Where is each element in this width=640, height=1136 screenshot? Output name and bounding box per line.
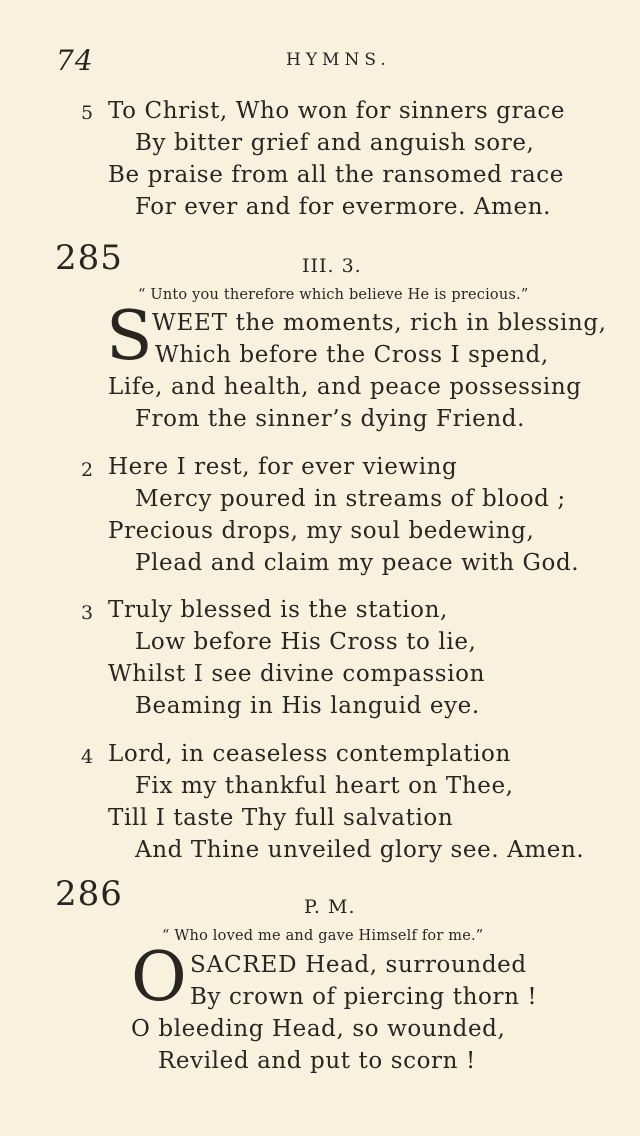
verse-line: For ever and for evermore. Amen. — [135, 194, 552, 220]
verse-line: Precious drops, my soul bedewing, — [108, 518, 535, 544]
running-title: HYMNS. — [286, 50, 391, 70]
hymn-number: 286 — [55, 874, 123, 914]
verse-line: O bleeding Head, so wounded, — [131, 1016, 506, 1042]
verse-line: Reviled and put to scorn ! — [158, 1048, 476, 1074]
verse-line: Life, and health, and peace possessing — [108, 374, 582, 400]
verse-number: 5 — [81, 102, 94, 124]
verse-line: Truly blessed is the station, — [108, 597, 448, 623]
first-word: WEET — [152, 310, 228, 336]
verse-number: 2 — [81, 459, 94, 481]
verse-line: Beaming in His languid eye. — [135, 693, 480, 719]
verse-line: Which before the Cross I spend, — [155, 342, 549, 368]
verse-line: Be praise from all the ransomed race — [108, 162, 564, 188]
first-word: SACRED — [190, 952, 298, 978]
verse-line: Here I rest, for ever viewing — [108, 454, 458, 480]
drop-cap: O — [131, 938, 187, 1017]
page-number: 74 — [56, 44, 94, 77]
verse-line: By crown of piercing thorn ! — [190, 984, 538, 1010]
hymn-number: 285 — [55, 238, 123, 278]
verse-line: By bitter grief and anguish sore, — [135, 130, 535, 156]
drop-cap: S — [106, 297, 153, 376]
hymn-meter: III. 3. — [302, 255, 362, 277]
verse-line: Fix my thankful heart on Thee, — [135, 773, 514, 799]
verse-line: And Thine unveiled glory see. Amen. — [135, 837, 585, 863]
verse-line: Whilst I see divine compassion — [108, 661, 486, 687]
hymn-epigraph: “ Who loved me and gave Himself for me.” — [162, 928, 484, 944]
verse-line-first — [190, 952, 527, 978]
verse-line: Lord, in ceaseless contemplation — [108, 741, 511, 767]
verse-line: To Christ, Who won for sinners grace — [108, 98, 566, 124]
verse-line: Till I taste Thy full salvation — [108, 805, 454, 831]
verse-line: Plead and claim my peace with God. — [135, 550, 580, 576]
first-line-rest: Head, surrounded — [297, 952, 527, 978]
verse-line: Low before His Cross to lie, — [135, 629, 477, 655]
first-line-rest: the moments, rich in blessing, — [227, 310, 607, 336]
verse-number: 4 — [81, 746, 94, 768]
hymn-meter: P. M. — [304, 896, 356, 918]
hymn-epigraph: “ Unto you therefore which believe He is precious.” — [138, 287, 529, 303]
verse-line: From the sinner’s dying Friend. — [135, 406, 526, 432]
verse-number: 3 — [81, 602, 94, 624]
verse-line-first — [152, 310, 607, 336]
verse-line: Mercy poured in streams of blood ; — [135, 486, 566, 512]
